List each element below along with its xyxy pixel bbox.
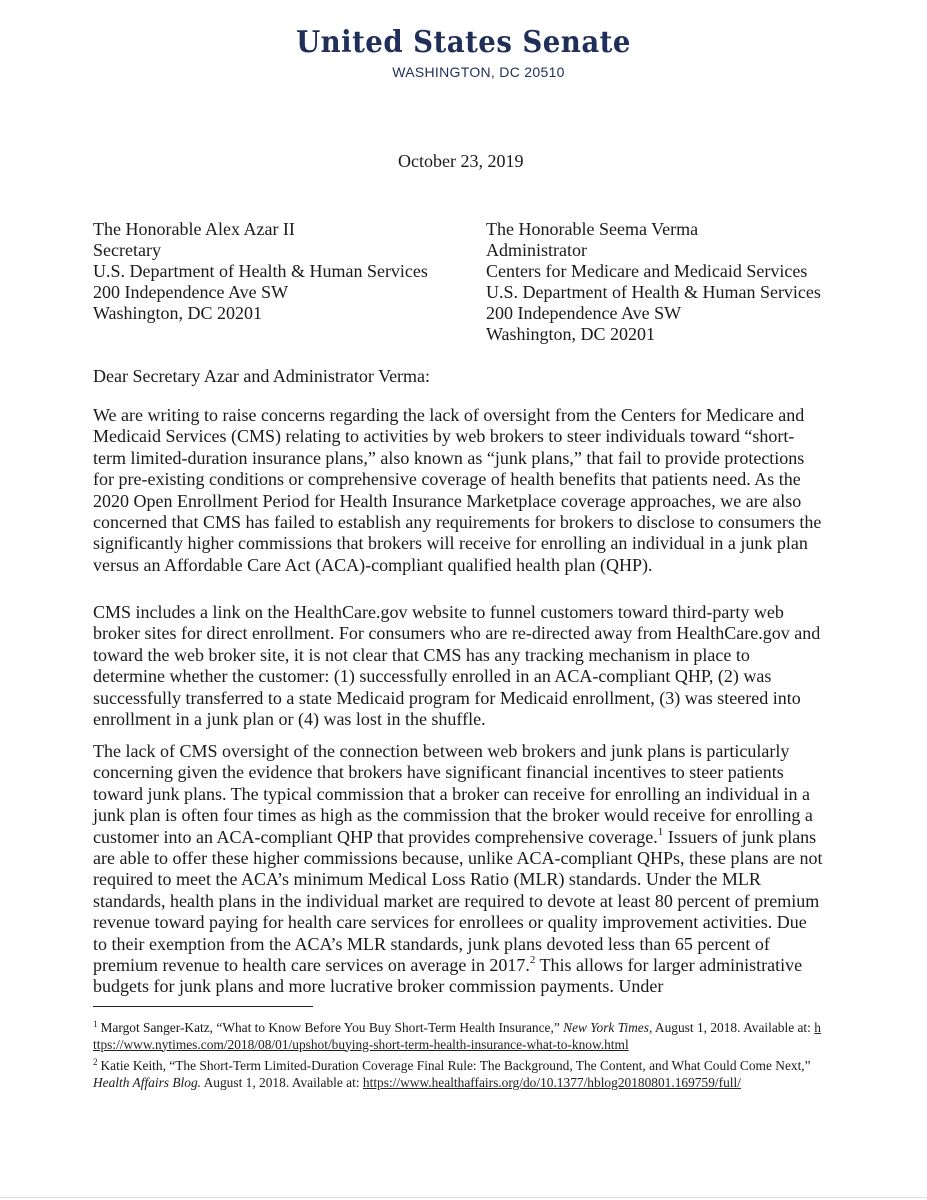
footnote-source: New York Times,	[563, 1020, 653, 1035]
paragraph-text: Issuers of junk plans are able to offer these higher commissions because, unlike ACA-compliant QHPs, these plans are not required to meet the ACA’s minimum Medical Loss Ratio (MLR) standards. Under the MLR standards, health plans in the individual market are required to devote at least 80 percent of premium revenue toward paying for health care services for enrollees or quality improvement activities. Due to their exemption from the ACA’s MLR standards, junk plans devoted less than 65 percent of premium revenue to health care services on average in 2017.	[93, 826, 823, 976]
footnote-text: August 1, 2018. Available at:	[201, 1074, 363, 1090]
footnote	[93, 1058, 823, 1091]
senate-address: WASHINGTON, DC 20510	[392, 64, 565, 80]
footnote-text: Margot Sanger-Katz, “What to Know Before You Buy Short-Term Health Insurance,”	[100, 1020, 564, 1035]
recipient-right-line: The Honorable Seema Verma	[486, 219, 699, 239]
page-edge	[0, 1197, 927, 1198]
recipient-right-line: Washington, DC 20201	[486, 324, 656, 344]
body-paragraph: CMS includes a link on the HealthCare.gov website to funnel customers toward third-party web broker sites for direct enrollment. For consumers who are re-directed away from HealthCare.gov and toward the web broker site, it is not clear that CMS has any tracking mechanism in place to determine whether the customer: (1) successfully enrolled in an ACA-compliant QHP, (2) was successfully transferred to a state Medicaid program for Medicaid enrollment, (3) was steered into enrollment in a junk plan or (4) was lost in the shuffle.	[93, 602, 821, 730]
salutation: Dear Secretary Azar and Administrator Verma:	[93, 366, 431, 386]
paragraph-text: This allows for larger administrative budgets for junk plans and more lucrative broker commission payments. Under	[93, 955, 803, 997]
footnote-text: August 1, 2018. Available at:	[652, 1020, 815, 1035]
recipient-left-line: 200 Independence Ave SW	[93, 282, 289, 302]
footnote-number: 2	[93, 1056, 98, 1067]
body-paragraph	[93, 741, 825, 998]
paragraph-text: The lack of CMS oversight of the connection between web brokers and junk plans is particularly concerning given the evidence that brokers have significant financial incentives to steer patients toward junk plans. The typical commission that a broker can receive for enrolling an individual in a junk plan is often four times as high as the commission that the broker would receive for enrolling a customer into an ACA-compliant QHP that provides comprehensive coverage.	[93, 741, 813, 847]
footnote-source: Health Affairs Blog.	[93, 1074, 201, 1090]
footnote	[93, 1020, 823, 1053]
letter-date: October 23, 2019	[398, 151, 524, 171]
footnote-ref[interactable]: 2	[529, 954, 536, 967]
recipient-left-line: U.S. Department of Health & Human Services	[93, 261, 428, 281]
recipient-left-line: Washington, DC 20201	[93, 303, 263, 323]
recipient-left	[93, 219, 428, 324]
footnote-divider	[93, 1006, 313, 1007]
recipient-right-line: U.S. Department of Health & Human Services	[486, 282, 821, 302]
footnote-ref[interactable]: 1	[657, 825, 664, 838]
footnote-number: 1	[93, 1018, 98, 1029]
recipient-right-line: 200 Independence Ave SW	[486, 303, 682, 323]
recipient-right	[486, 219, 821, 345]
senate-title: United States Senate	[296, 25, 631, 60]
footnote-text: Katie Keith, “The Short-Term Limited-Duration Coverage Final Rule: The Background, The Content, and What Could Come Next,”	[100, 1058, 811, 1073]
footnote-link[interactable]: https://www.healthaffairs.org/do/10.1377/hblog20180801.169759/full/	[362, 1074, 741, 1090]
recipient-right-line: Administrator	[486, 240, 587, 260]
recipient-left-line: The Honorable Alex Azar II	[93, 219, 295, 239]
letterhead	[0, 26, 927, 80]
body-paragraph: We are writing to raise concerns regarding the lack of oversight from the Centers for Medicare and Medicaid Services (CMS) relating to activities by web brokers to steer individuals toward “short-term limited-duration insurance plans,” also known as “junk plans,” that fail to provide protections for pre-existing conditions or comprehensive coverage of health benefits that patients need. As the 2020 Open Enrollment Period for Health Insurance Marketplace coverage approaches, we are also concerned that CMS has failed to establish any requirements for brokers to disclose to consumers the significantly higher commissions that brokers will receive for enrolling an individual in a junk plan versus an Affordable Care Act (ACA)-compliant qualified health plan (QHP).	[93, 405, 822, 575]
recipient-right-line: Centers for Medicare and Medicaid Services	[486, 261, 808, 281]
recipient-left-line: Secretary	[93, 240, 161, 260]
footnote-link[interactable]: https://www.nytimes.com/2018/08/01/upshot/buying-short-term-health-insurance-what-to-know.html	[93, 1020, 821, 1052]
